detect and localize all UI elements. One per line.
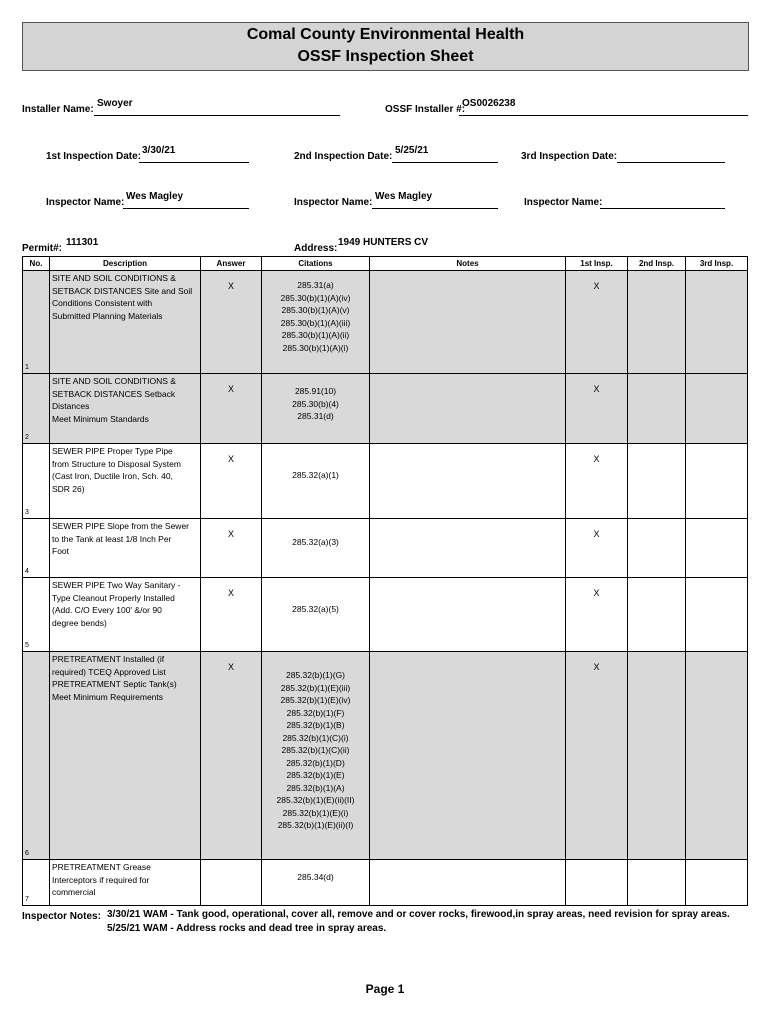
- description-line: SDR 26): [52, 483, 85, 494]
- installer-number-value: OS0026238: [462, 98, 516, 109]
- citation: 285.32(b)(1)(C)(ii): [281, 745, 350, 755]
- insp2-cell: [628, 444, 686, 519]
- installer-number-label: OSSF Installer #:: [385, 104, 466, 115]
- insp2-inspector-value: Wes Magley: [375, 191, 433, 202]
- description-line: Meet Minimum Requirements: [52, 691, 164, 702]
- description-cell: [50, 578, 201, 652]
- table-row: [23, 652, 748, 860]
- answer-cell: [201, 652, 262, 860]
- row-number-cell: [23, 519, 50, 578]
- citation: 285.34(d): [297, 872, 334, 882]
- description-line: required) TCEQ Approved List: [52, 666, 166, 677]
- col-header-description: Description: [50, 257, 201, 271]
- description-line: Meet Minimum Standards: [52, 413, 149, 424]
- description-cell: [50, 652, 201, 860]
- description-line: Distances: [52, 401, 90, 411]
- inspection-table: [22, 256, 748, 906]
- insp1-cell: [566, 519, 628, 578]
- notes-cell: [370, 519, 566, 578]
- description-line: from Structure to Disposal System: [52, 458, 181, 469]
- permit-label: Permit#:: [22, 243, 63, 254]
- insp1-mark: X: [593, 588, 600, 598]
- description-line: SEWER PIPE Slope from the Sewer: [52, 521, 189, 531]
- table-row: [23, 519, 748, 578]
- insp2-cell: [628, 519, 686, 578]
- page-number: Page 1: [365, 982, 405, 996]
- notes-cell: [370, 578, 566, 652]
- insp1-inspector-value: Wes Magley: [126, 191, 184, 202]
- insp1-mark: X: [593, 281, 600, 291]
- citation: 285.31(a): [297, 280, 334, 290]
- answer-mark: X: [227, 588, 234, 598]
- answer-cell: [201, 374, 262, 444]
- table-row: [23, 444, 748, 519]
- description-cell: [50, 519, 201, 578]
- insp2-cell: [628, 578, 686, 652]
- row-number: 3: [25, 509, 29, 516]
- insp1-cell: [566, 444, 628, 519]
- insp1-mark: X: [593, 662, 600, 672]
- citations-cell: [262, 652, 370, 860]
- row-number: 6: [25, 850, 29, 857]
- citation: 285.32(b)(1)(E): [286, 770, 345, 780]
- citation: 285.32(b)(1)(F): [286, 707, 345, 718]
- insp1-cell: [566, 578, 628, 652]
- table-header-row: [23, 257, 748, 271]
- insp3-cell: [686, 519, 748, 578]
- row-number-cell: [23, 652, 50, 860]
- citation: 285.30(b)(1)(A)(iv): [280, 292, 351, 303]
- insp3-cell: [686, 578, 748, 652]
- insp3-cell: [686, 860, 748, 906]
- citations-cell: [262, 860, 370, 906]
- description-line: Submitted Planning Materials: [52, 310, 163, 321]
- citation: 285.31(d): [297, 411, 334, 421]
- insp2-cell: [628, 374, 686, 444]
- insp2-inspector-line: [372, 208, 498, 209]
- address-value: 1949 HUNTERS CV: [338, 237, 429, 248]
- description-line: (Cast Iron, Ductile Iron, Sch. 40,: [52, 471, 173, 481]
- col-header-2nd-insp: 2nd Insp.: [628, 257, 686, 271]
- answer-cell: [201, 444, 262, 519]
- citation: 285.32(a)(3): [292, 537, 339, 547]
- insp3-date-label: 3rd Inspection Date:: [521, 151, 618, 162]
- description-cell: [50, 444, 201, 519]
- description-line: PRETREATMENT Installed (if: [52, 654, 165, 664]
- col-header-notes: Notes: [370, 257, 566, 271]
- description-line: Foot: [52, 546, 70, 556]
- installer-name-label: Installer Name:: [22, 104, 94, 115]
- citations-cell: [262, 578, 370, 652]
- citation: 285.32(b)(1)(E)(iv): [280, 695, 351, 705]
- row-number: 1: [25, 364, 29, 371]
- description-cell: [50, 374, 201, 444]
- citation: 285.32(b)(1)(E)(i): [282, 807, 349, 818]
- answer-cell: [201, 860, 262, 906]
- insp3-inspector-line: [600, 208, 725, 209]
- citation: 285.32(b)(1)(B): [286, 720, 345, 730]
- description-cell: [50, 271, 201, 374]
- insp2-inspector-label: Inspector Name:: [294, 197, 373, 208]
- citation: 285.32(b)(1)(A): [286, 782, 345, 793]
- notes-cell: [370, 860, 566, 906]
- description-line: PRETREATMENT Grease: [52, 862, 151, 872]
- description-line: commercial: [52, 887, 96, 897]
- permit-value: 111301: [66, 237, 99, 248]
- notes-cell: [370, 271, 566, 374]
- citation: 285.32(a)(5): [292, 604, 339, 614]
- answer-mark: X: [227, 281, 234, 291]
- col-header-no: No.: [23, 257, 50, 271]
- insp3-cell: [686, 444, 748, 519]
- table-row: [23, 860, 748, 906]
- insp2-date-line: [392, 162, 498, 163]
- insp2-date-label: 2nd Inspection Date:: [294, 151, 393, 162]
- description-line: SITE AND SOIL CONDITIONS &: [52, 273, 176, 283]
- inspector-note-2: 5/25/21 WAM - Address rocks and dead tree in spray areas.: [107, 923, 387, 934]
- description-line: Conditions Consistent with: [52, 298, 153, 308]
- installer-number-line: [459, 115, 748, 116]
- insp1-date-line: [139, 162, 249, 163]
- insp2-cell: [628, 271, 686, 374]
- notes-cell: [370, 652, 566, 860]
- notes-cell: [370, 374, 566, 444]
- insp2-cell: [628, 652, 686, 860]
- description-line: (Add. C/O Every 100' &/or 90: [52, 605, 162, 615]
- answer-cell: [201, 271, 262, 374]
- description-line: PRETREATMENT Septic Tank(s): [52, 679, 177, 689]
- answer-mark: X: [227, 384, 234, 394]
- answer-cell: [201, 578, 262, 652]
- insp1-date-label: 1st Inspection Date:: [46, 151, 142, 162]
- description-line: SEWER PIPE Two Way Sanitary -: [52, 580, 181, 590]
- row-number: 7: [25, 896, 29, 903]
- citation: 285.30(b)(1)(A)(ii): [281, 330, 350, 340]
- citation: 285.30(b)(4): [292, 398, 339, 409]
- description-line: SETBACK DISTANCES Setback: [52, 388, 176, 399]
- row-number-cell: [23, 271, 50, 374]
- answer-cell: [201, 519, 262, 578]
- citation: 285.30(b)(1)(A)(v): [281, 305, 350, 315]
- address-label: Address:: [294, 243, 338, 254]
- installer-name-line: [94, 115, 340, 116]
- inspector-note-1: 3/30/21 WAM - Tank good, operational, cover all, remove and or cover rocks, firewood,in spray areas, need revision for spray areas.: [107, 909, 730, 920]
- answer-mark: X: [227, 529, 234, 539]
- insp1-mark: X: [593, 529, 600, 539]
- answer-mark: X: [227, 454, 234, 464]
- description-line: to the Tank at least 1/8 Inch Per: [52, 533, 172, 544]
- description-line: Interceptors if required for: [52, 874, 150, 885]
- insp1-inspector-line: [123, 208, 249, 209]
- insp1-cell: [566, 860, 628, 906]
- citations-cell: [262, 271, 370, 374]
- insp3-cell: [686, 374, 748, 444]
- insp3-cell: [686, 271, 748, 374]
- citation: 285.32(b)(1)(E)(ii)(II): [276, 795, 355, 805]
- installer-name-value: Swoyer: [97, 98, 133, 109]
- description-line: degree bends): [52, 617, 107, 628]
- insp1-cell: [566, 271, 628, 374]
- citation: 285.30(b)(1)(A)(iii): [280, 317, 351, 328]
- sheet-subtitle: OSSF Inspection Sheet: [297, 48, 474, 65]
- citation: 285.32(a)(1): [292, 470, 339, 480]
- insp1-inspector-label: Inspector Name:: [46, 197, 125, 208]
- insp1-mark: X: [593, 384, 600, 394]
- insp1-cell: [566, 374, 628, 444]
- description-cell: [50, 860, 201, 906]
- citation: 285.32(b)(1)(E)(ii)(I): [277, 820, 354, 830]
- table-row: [23, 578, 748, 652]
- col-header-1st-insp: 1st Insp.: [566, 257, 628, 271]
- citations-cell: [262, 519, 370, 578]
- citation: 285.32(b)(1)(E)(iii): [280, 682, 351, 693]
- col-header-answer: Answer: [201, 257, 262, 271]
- sheet-title: Comal County Environmental Health: [246, 26, 525, 43]
- row-number-cell: [23, 374, 50, 444]
- row-number: 5: [25, 642, 29, 649]
- col-header-3rd-insp: 3rd Insp.: [686, 257, 748, 271]
- row-number: 4: [25, 568, 29, 575]
- citations-cell: [262, 444, 370, 519]
- sheet-header: [22, 22, 749, 71]
- citation: 285.32(b)(1)(D): [286, 757, 345, 768]
- description-line: SITE AND SOIL CONDITIONS &: [52, 376, 176, 386]
- insp1-date-value: 3/30/21: [142, 145, 176, 156]
- notes-cell: [370, 444, 566, 519]
- answer-mark: X: [227, 662, 234, 672]
- citation: 285.32(b)(1)(G): [285, 670, 346, 680]
- table-row: [23, 271, 748, 374]
- row-number-cell: [23, 860, 50, 906]
- inspector-notes-label: Inspector Notes:: [22, 911, 101, 922]
- citations-cell: [262, 374, 370, 444]
- citation: 285.30(b)(1)(A)(i): [282, 342, 349, 353]
- col-header-citations: Citations: [262, 257, 370, 271]
- row-number-cell: [23, 578, 50, 652]
- description-line: SEWER PIPE Proper Type Pipe: [52, 446, 173, 456]
- description-line: SETBACK DISTANCES Site and Soil: [52, 285, 193, 296]
- row-number-cell: [23, 444, 50, 519]
- table-row: [23, 374, 748, 444]
- description-line: Type Cleanout Properly Installed: [52, 592, 175, 603]
- insp3-inspector-label: Inspector Name:: [524, 197, 603, 208]
- insp1-cell: [566, 652, 628, 860]
- insp3-cell: [686, 652, 748, 860]
- citation: 285.32(b)(1)(C)(i): [282, 732, 349, 743]
- citation: 285.91(10): [294, 386, 337, 396]
- row-number: 2: [25, 434, 29, 441]
- insp3-date-line: [617, 162, 725, 163]
- insp2-cell: [628, 860, 686, 906]
- insp1-mark: X: [593, 454, 600, 464]
- insp2-date-value: 5/25/21: [395, 145, 429, 156]
